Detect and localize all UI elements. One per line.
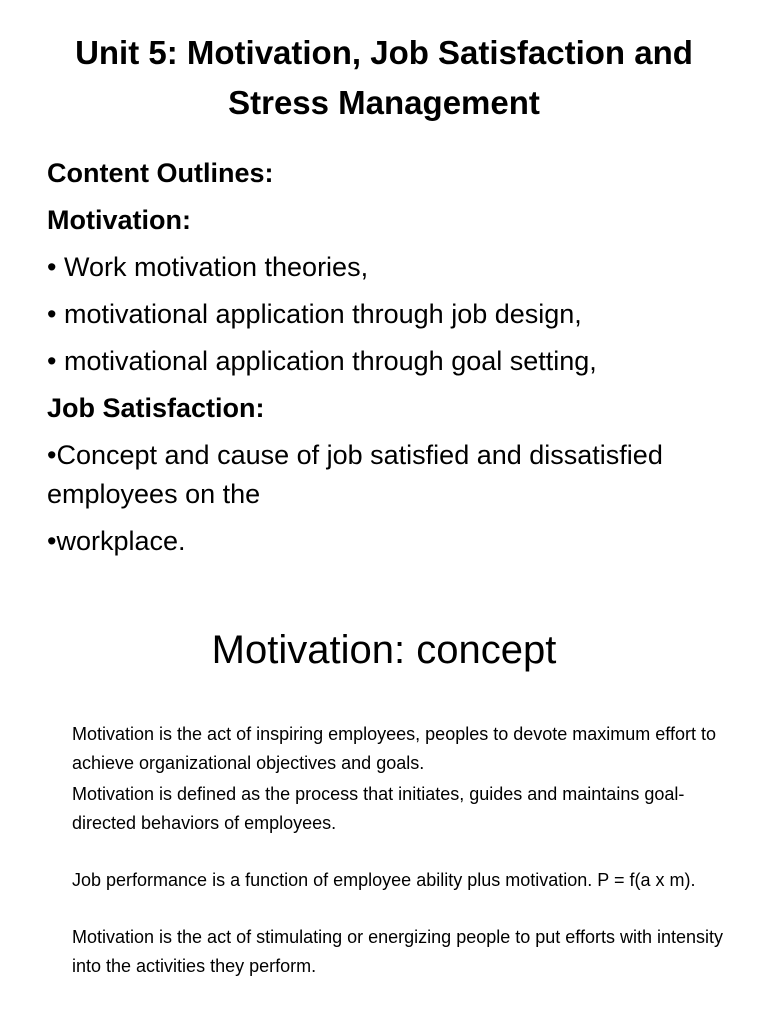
concept-paragraph: Job performance is a function of employee ability plus motivation. P = f(a x m). [72, 870, 696, 890]
motivation-item: • motivational application through goal setting, [47, 346, 597, 376]
concept-paragraph: Motivation is defined as the process that initiates, guides and maintains goal- directed behaviors of employees. [72, 784, 685, 833]
job-satisfaction-item: •workplace. [47, 526, 186, 556]
job-satisfaction-item: •Concept and cause of job satisfied and dissatisfied employees on the [47, 440, 663, 509]
concept-title: Motivation: concept [211, 628, 557, 672]
job-satisfaction-heading: Job Satisfaction: [47, 393, 265, 423]
concept-body [72, 720, 742, 981]
content-outlines-heading: Content Outlines: [47, 158, 274, 188]
motivation-heading: Motivation: [47, 205, 191, 235]
content-outline [47, 154, 747, 569]
motivation-item: • motivational application through job design, [47, 299, 582, 329]
slide-motivation-concept [0, 600, 768, 1024]
motivation-item: • Work motivation theories, [47, 252, 369, 282]
concept-paragraph: Motivation is the act of inspiring employees, peoples to devote maximum effort to achieve organizational objectives and goals. [72, 724, 716, 773]
concept-paragraph: Motivation is the act of stimulating or energizing people to put efforts with intensity into the activities they perform. [72, 927, 724, 976]
unit-title: Unit 5: Motivation, Job Satisfaction and Stress Management [75, 34, 693, 121]
